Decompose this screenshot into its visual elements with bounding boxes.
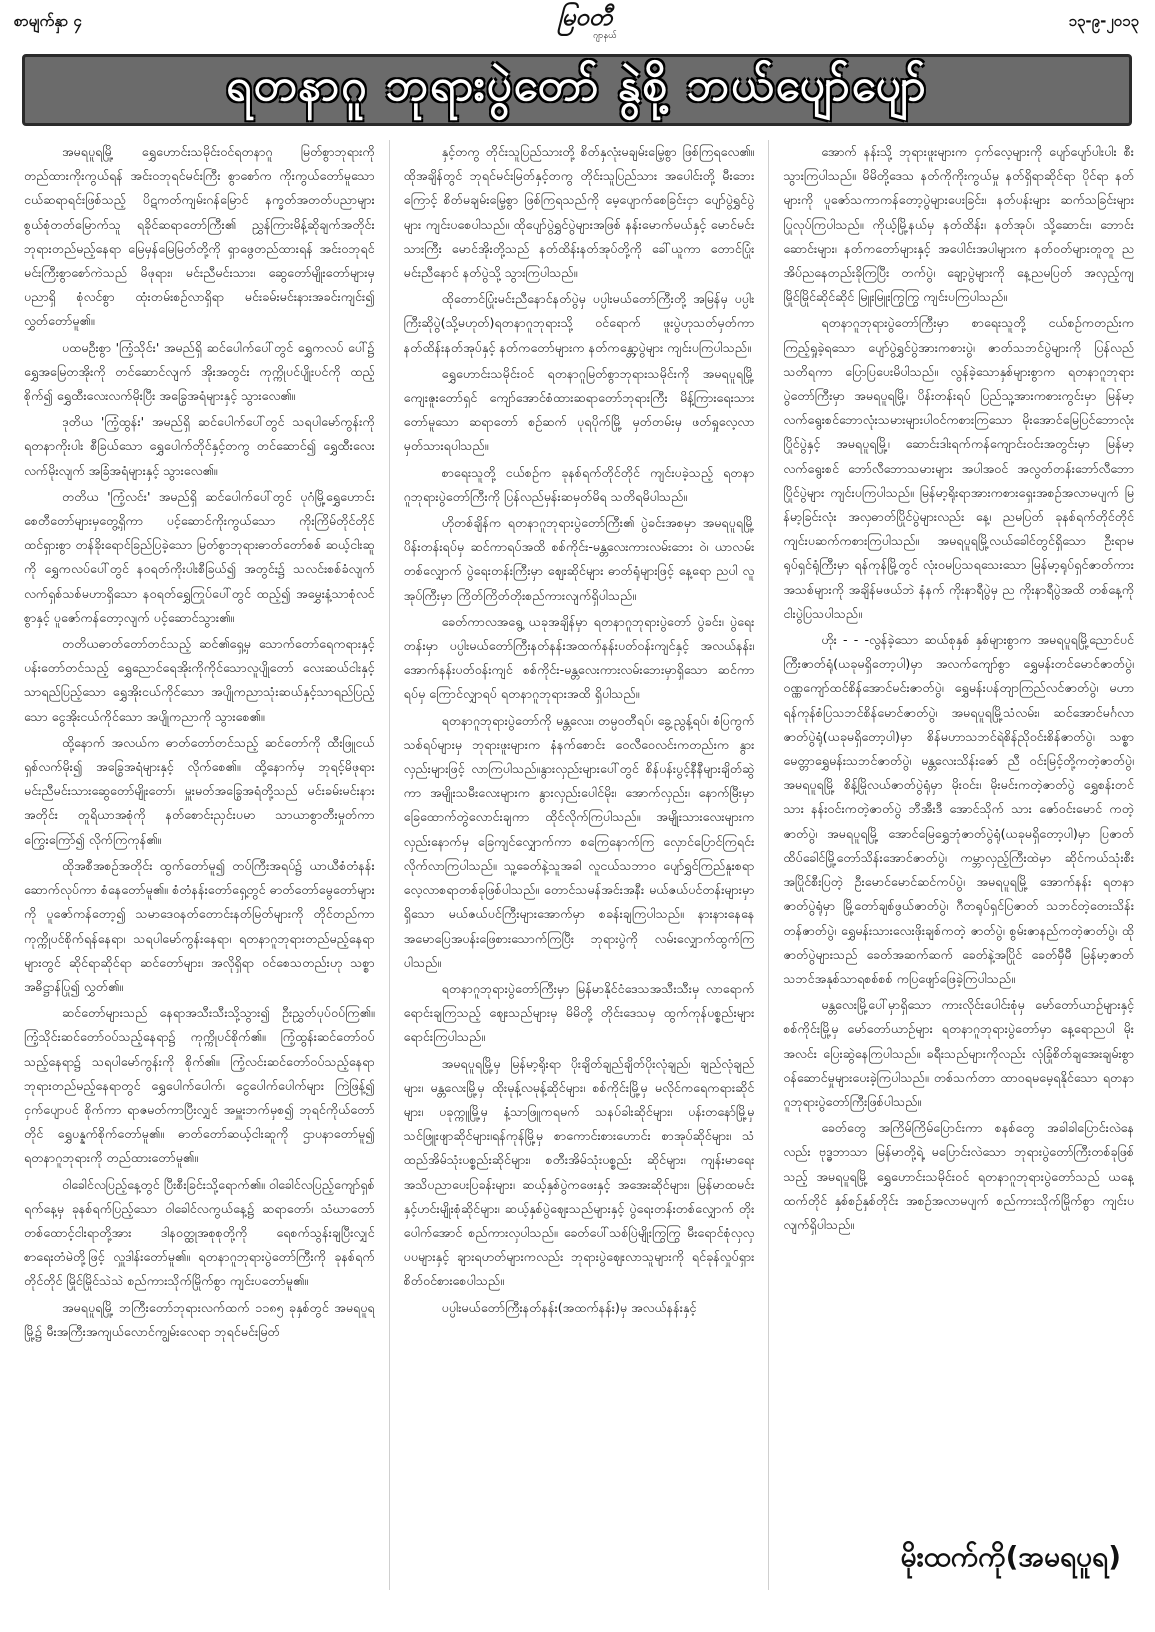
article-column-2 [404, 140, 755, 1590]
article-column-3 [783, 140, 1134, 1590]
article-paragraph: ပထမဦးစွာ 'ကြံ့သိုင်း' အမည်ရှိ ဆင်ပေါက်ပေါ်တွင် ရွှေကလပ် ပေါ်၌ ရွှေအမြေတအိုးကို တင်ဆောင်လျက် အိုးအတွင်း ကုက္ကိုပင်ပျိုးပင်ကို ထည့်စိုက်၍ ရွှေထီးလေးလက်မိုးပြီး အခြွေအရံများနှင့် သွားလေ၏။ [24, 339, 375, 404]
article-paragraph: ရတနာဂူဘုရားပွဲတော်ကြီးမှာ မြန်မာနိုင်ငံဒေသအသီးသီးမှ လာရောက်ရောင်းချကြသည့် ဈေးသည်များမှ မိမိတို့ တိုင်းဒေသမှ ထွက်ကုန်ပစ္စည်းများ ရောင်းကြပါသည်။ [403, 980, 755, 1045]
article-paragraph: ရွှေဟောင်းသမိုင်းဝင် ရတနာဂူမြတ်စွာဘုရားသမိုင်းကို အမရပူရမြို့ ကျေးဇူးတော်ရှင် ကျော်အောင်စံထားဆရာတော်ဘုရားကြီး မိန့်ကြားရေးသားတော်မူသော ဆရာတော် စဉ်ဆက် ပုရပိုက်မြို့ မှတ်တမ်းမှ ဖတ်ရှုလေ့လာမှတ်သားရပါသည်။ [403, 365, 755, 454]
article-paragraph: ထို့နောက် အလယ်က ဓာတ်တော်တင်သည့် ဆင်တော်ကို ထီးဖြူငယ် ရှစ်လက်မိုး၍ အခြွေအရံများနှင့် လိုက်စေ၏။ ထို့နောက်မှ ဘုရင့်မိဖုရားမင်းညီမင်းသားဆွေတော်မျိုးတော်၊ မှူးမတ်အခြွေအရံတို့သည် မင်းခမ်းမင်းနားအတိုင်း တူရိယာအစုံကို နတ်စောင်းညှင်းပမာ သာယာစွာတီးမှုတ်ကာ ကြွေးကြော်၍ လိုက်ကြကုန်၏။ [24, 734, 375, 847]
article-paragraph: ထိုတောင်ပြုံးမင်းညီနောင်နတ်ပွဲမှ ပပ္ပါးမယ်တော်ကြီးတို့ အမြန်မှ ပပ္ပါးကြီးဆိုပွဲ(သို့မဟုတ်)ရတနာဂူဘုရားသို့ ဝင်ရောက် ဖူးပွဲဟုသတ်မှတ်ကာ နတ်ထိန်းနတ်အုပ်နှင့် နတ်ကတော်များက နတ်ကန္တော့ပွဲများ ကျင်းပကြပါသည်။ [403, 291, 755, 355]
article-paragraph: ရတနာဂူဘုရားပွဲတော်ကို မန္တလေး၊ တမ္ပဝတီရပ်၊ ခွေ့ညွန့်ရပ်၊ စံပြကွက်သစ်ရပ်များမှ ဘုရားဖူးများက နံနက်စောင်း ဝေလီဝေလင်းကတည်းက နွားလှည်းများဖြင့် လာကြပါသည်။နွားလှည်းများပေါ်တွင် စိန်ပန်းပွင့်နီနီများချိတ်ဆွဲကာ အမျိုးသမီးလေးများက နွားလှည်းပေါင်မိုး၊ အောက်လှည်း၊ နောက်မြီးမှာ ခြေထောက်တွဲလောင်းချကာ ထိုင်လိုက်ကြပါသည်။ အမျိုးသားလေးများက လှည်းနောက်မှ ခြေကျင်လျှောက်ကာ စကြေနောက်ကြ လှောင်ပြောင်ကြရင်း လိုက်လာကြပါသည်။ သူ့ခေတ်နဲ့သူအခါ လူငယ်သဘာဝ ပျော်ရွှင်ကြည်နူးစရာ လေ့လာစရာတစ်ခုဖြစ်ပါသည်။ တောင်သမန်အင်းအနီး မယ်ဇယ်ပင်တန်းများမှာရှိသော မယ်ဇယ်ပင်ကြီးများအောက်မှာ စခန်းချကြပါသည်။ နားနားနေနေ အမောပြေအပန်းဖြေစားသောက်ကြပြီး ဘုရားပွဲကို လမ်းလျှောက်ထွက်ကြပါသည်။ [403, 712, 755, 970]
masthead-title: မြဝတီ [557, 2, 613, 31]
article-paragraph: ဟိုတစ်ချိန်က ရတနာဂူဘုရားပွဲတော်ကြီး၏ ပွဲခင်းအစမှာ အမရပူရမြို့ ပိန်းတန်းရပ်မှ ဆင်ကာရပ်အထိ စစ်ကိုင်း-မန္တလေးကားလမ်းဘေး ဝဲ၊ ယာလမ်းတစ်လျှောက် ပွဲရေးတန်းကြီးမှာ ဈေးဆိုင်များ ဓာတ်ရုံများဖြင့် နေ့ရော ညပါ လူအုပ်ကြီးမှာ ကြိတ်ကြိတ်တိုးစည်ကားလျက်ရှိပါသည်။ [403, 515, 755, 603]
article-paragraph: အမရပူရမြို့မှ မြန်မာ့ရိုးရာ ပိုးချိတ်ချည်ချိတ်ပိုးလုံချည်၊ ချည်လုံချည်များ၊ မန္တလေးမြို့မှ ထိုးမုန့်လမုန့်ဆိုင်များ၊ စစ်ကိုင်းမြို့မှ မလိုင်ကရေကရားဆိုင်များ၊ ပခုက္ကူမြို့မှ နံ့သာဖြူကရမက် သနပ်ခါးဆိုင်များ၊ ပန်းတနော်မြို့မှ သင်ဖြူးဖျာဆိုင်များ၊ရန်ကုန်မြို့မှ စာကောင်းစားဟောင်း စာအုပ်ဆိုင်များ၊ သံထည်အိမ်သုံးပစ္စည်းဆိုင်များ၊ စတီးအိမ်သုံးပစ္စည်း ဆိုင်များ၊ ကျန်းမာရေးအသိပညာပေးပြခန်းများ၊ ဆယ့်နှစ်ပွဲကဖေးနှင့် အအေးဆိုင်များ၊ မြန်မာထမင်းနှင့်ဟင်းမျိုးစုံဆိုင်များ၊ ဆယ့်နှစ်ပွဲဈေးသည်များနှင့် ပွဲရေးတန်းတစ်လျှောက် တိုးပေါက်အောင် စည်ကားလှပါသည်။ ခေတ်ပေါ်သစ်ပြဲမျိုးကြွကြွ မီးရောင်စုံလှလှပပများနှင့် ချားရဟတ်များကလည်း ဘုရားပွဲဈေးလာသူများကို ရင်ခုန်လှုပ်ရှားစိတ်ဝင်စားစေပါသည်။ [403, 1055, 755, 1289]
article-paragraph: ခေတ်တွေ အကြိမ်ကြိမ်ပြောင်းကာ စနစ်တွေ အခါခါပြောင်းလဲနေလည်း ဗုဒ္ဓဘာသာ မြန်မာတို့ရဲ့ မပြောင်းလဲသော ဘုရားပွဲတော်ကြီးတစ်ခုဖြစ်သည့် အမရပူရမြို့ ရွှေဟောင်းသမိုင်းဝင် ရတနာဂူဘုရားပွဲတော်သည် ယနေ့ထက်တိုင် နှစ်စဉ်နှစ်တိုင်း အစဉ်အလာမပျက် စည်ကားသိုက်မြိုက်စွာ ကျင်းပလျက်ရှိပါသည်။ [783, 1120, 1135, 1232]
article-paragraph: စာရေးသူတို့ ငယ်စဉ်က ခုနစ်ရက်တိုင်တိုင် ကျင်းပခဲ့သည့် ရတနာဂူဘုရားပွဲတော်ကြီးကို ပြန်လည်မှန်းဆမှတ်မိရ သတိရမိပါသည်။ [403, 464, 755, 504]
article-body [24, 140, 1134, 1590]
article-paragraph: အောက် နန်းသို့ ဘုရားဖူးများက ငှက်လေ့များကို ပျော်ပျော်ပါးပါး စီးသွားကြပါသည်။ မိမိတို့ဒေသ နတ်ကိုကိုးကွယ်မှု နတ်ရှိရာဆိုင်ရာ ပိုင်ရာ နတ်များကို ပူဇော်သကာကန်တော့ပွဲများပေးခြင်း၊ နတ်ပန်းများ ဆက်သခြင်းများ ပြုလုပ်ကြပါသည်။ ကိုယ့်မြို့နယ်မှ နတ်ထိန်း၊ နတ်အုပ်၊ သို့ဆောင်း၊ ဘောင်းဆောင်းများ၊ နတ်ကတော်များနှင့် အပေါင်းအပါများက နတ်ဝတ်များတူတူ ညအိပ်ညနေတည်းခိုကြပြီး တက်ပွဲ၊ ချော့ပွဲများကို နေ့ညမပြတ် အလှည့်ကျမြိုင်မြိုင်ဆိုင်ဆိုင် မြူးမြူးကြွကြွ ကျင်းပကြပါသည်။ [783, 144, 1135, 305]
article-column-1 [24, 140, 375, 1590]
page-number: စာမျက်နှာ ၄ [14, 12, 82, 30]
article-paragraph: ထိုအစီအစဉ်အတိုင်း ထွက်တော်မူ၍ တပ်ကြီးအရပ်၌ ယာယီစံတံနန်းဆောက်လုပ်ကာ စံနေတော်မူ၏။ စံတံနန်းတော်ရှေ့တွင် ဓာတ်တော်မွေတော်များကို ပူဇော်ကန်တော့၍ သမာဒေဝနတ်တောင်းနတ်မြတ်များကို တိုင်တည်ကာ ကုက္ကိုပင်စိုက်ရန်နေရာ၊ သရပါမော်ကွန်းနေရာ၊ ရတနာဂူဘုရားတည်မည့်နေရာများတွင် ဆိုင်ရာဆိုင်ရာ ဆင်တော်များ၊ အလိုရှိရာ ဝင်စေသတည်းဟု သစ္စာအဓိဋ္ဌာန်ပြု၍ လွှတ်၏။ [24, 857, 375, 994]
article-paragraph: ဒုတိယ 'ကြံ့ထွန်း' အမည်ရှိ ဆင်ပေါက်ပေါ်တွင် သရပါမော်ကွန်းကို ရတနာကိုးပါး စီခြယ်သော ရွှေပေါက်တိုင်နှင့်တကွ တင်ဆောင်၍ ရွှေထီးလေးလက်မိုးလျက် အခြံအရံများနှင့် သွားလေ၏။ [24, 414, 375, 478]
article-paragraph: ဟိုး - - -လွန်ခဲ့သော ဆယ်စုနှစ် နှစ်များစွာက အမရပူရမြို့ညောင်ပင်ကြီးဇာတ်ရုံ(ယခုမရှိတော့ပါ)မှာ အလက်ကျော်စွာ ရွှေမန်းတင်မောင်ဇာတ်ပွဲ၊ ဝဏ္ဏကျော်ထင်စိန်အောင်မင်းဇာတ်ပွဲ၊ ရွှေမန်းပန်တျာကြည်လင်ဇာတ်ပွဲ၊ မဟာရန်ကုန်စံပြသဘင်စိန်မောင်ဇာတ်ပွဲ၊ အမရပူရမြို့သံလမ်း၊ ဆင်အောင်မင်္ဂလာဇာတ်ပွဲရုံ(ယခုမရှိတော့ပါ)မှာ စိန်မဟာသဘင်ရဲစိန်ညိုဝင်းစိန်ဇာတ်ပွဲ၊ သစ္စာမေတ္တာရွှေမန်းသဘင်ဇာတ်ပွဲ၊ မန္တလေးသိန်းဇော် ညီ ဝင်းမြင့်တို့ကတဲ့ဇာတ်ပွဲ၊ အမရပူရမြို့ စိန့်မြိုလယ်ဇာတ်ပွဲရုံမှာ မိုးဝင်း၊ မိုးမင်းကတဲ့ဇာတ်ပွဲ ရွှေစန်းတင်သား နန်းဝင်းကတဲ့ဇာတ်ပွဲ ဘီအီးဒီ အောင်သိုက် သား ဇော်ဝင်းမောင် ကတဲ့ ဇာတ်ပွဲ၊ အမရပူရမြို့ အောင်မြေရွှေဘုံဇာတ်ပွဲရုံ(ယခုမရှိတော့ပါ)မှာ ပြဇာတ်ထိပ်ခေါင်မြို့တော်သိန်းအောင်ဇာတ်ပွဲ၊ ကမ္ဘာလှည့်ကြီးထဲမှာ ဆိုင်ကယ်သုံးစီး အပြိုင်စီးပြတဲ့ ဦးမောင်မောင်ဆင်ကပ်ပွဲ၊ အမရပူရမြို့ အောက်နန်း ရတနာဇာတ်ပွဲရုံမှာ မြို့တော်ချစ်ဖွယ်ဇာတ်ပွဲ၊ ဂီတရုပ်ရှင်ပြဇာတ် သဘင်တဲ့တေးသိန်းတန်ဇာတ်ပွဲ၊ ရွှေမန်းသားလေးဖိုးချစ်ကတဲ့ ဇာတ်ပွဲ၊ စွမ်းဇာနည်ကတဲ့ဇာတ်ပွဲ၊ ထိုဇာတ်ပွဲများသည် ခေတ်အဆက်ဆက် ခေတ်နဲ့အပြိုင် ခေတ်မှီမီ မြန်မာ့ဇာတ်သဘင်အနုစ်သာရစစ်စစ် ကပြဖျော်ဖြေခဲ့ကြပါသည်။ [783, 632, 1135, 986]
article-paragraph: ဆင်တော်များသည် နေရာအသီးသီးသို့သွား၍ ဦးညွှတ်ပုပ်ဝပ်ကြ၏။ ကြံ့သိုင်းဆင်တော်ဝပ်သည့်နေရာ၌ ကုက္ကိုပင်စိုက်၏။ ကြံ့ထွန်းဆင်တော်ဝပ်သည့်နေရာ၌ သရပါမော်ကွန်းကို စိုက်၏။ ကြံ့လင်းဆင်တော်ဝပ်သည့်နေရာ ဘုရားတည်မည့်နေရာတွင် ရွှေပေါက်ပေါက်၊ ငွေပေါက်ပေါက်များ ကြဲဖြန့်၍ ငှက်ပျောပင် စိုက်ကာ ရာဇမတ်ကာပြီးလျှင် အမှူးဘက်မှစ၍ ဘုရင်ကိုယ်တော်တိုင် ရွှေပန္နက်စိုက်တော်မူ၏။ ဓာတ်တော်ဆယ့်ငါးဆူကို ဌာပနာတော်မူ၍ ရတနာဂူဘုရားကို တည်ထားတော်မူ၏။ [24, 1005, 375, 1166]
article-paragraph: ပပ္ပါးမယ်တော်ကြီးနတ်နန်း(အထက်နန်း)မှ အလယ်နန်းနှင့် [441, 1299, 697, 1315]
article-paragraph: တတိယဓာတ်တော်တင်သည့် ဆင်၏ရှေ့မှ သောက်တော်ရေကရားနှင့် ပန်းတော်တင်သည့် ရွှေညောင်ရေအိုးကိုကိုင်သောလူပျိုတော် လေးဆယ်ငါးနှင့်သာရည်ပြည့်သော ရွှေအိုးငယ်ကိုင်သော အပျိုကညာသုံးဆယ်နှင့်သာရည်ပြည့်သော ငွေအိုးငယ်ကိုင်သော အပျိုကညာကို သွားစေ၏။ [24, 636, 375, 724]
page-header [0, 0, 1155, 46]
issue-date: ၁၃-၉-၂၀၁၃ [1068, 12, 1139, 30]
masthead-logo [520, 4, 650, 42]
article-paragraph: မန္တလေးမြို့ပေါ်မှာရှိသော ကားလိုင်းပေါင်းစုံမှ မော်တော်ယာဉ်များနှင့် စစ်ကိုင်းမြို့မှ မော်တော်ယာဉ်များ ရတနာဂူဘုရားပွဲတော်မှာ နေ့ရောညပါ မိုးအလင်း ပြေးဆွဲနေကြပါသည်။ ခရီးသည်များကိုလည်း လုံခြုံစိတ်ချအေးချမ်းစွာ ဝန်ဆောင်မှုများပေးခဲ့ကြပါသည်။ တစ်သက်တာ ထာဝရမမေ့ရနိုင်သော ရတနာဂူဘုရားပွဲတော်ကြီးဖြစ်ပါသည်။ [783, 997, 1135, 1109]
article-paragraph: ဝါခေါင်လပြည့်နေ့တွင် ပြီးစီးခြင်းသို့ရောက်၏။ ဝါခေါင်လပြည့်ကျော်ရှစ်ရက်နေ့မှ ခုနစ်ရက်ပြည့်သော ဝါခေါင်လကွယ်နေ့၌ ဆရာတော်၊ သံဃာတော်တစ်ထောင့်ငါးရာတို့အား ဒါနဝတ္ထုအစုစုတို့ကို ရေစက်သွန်းချပြီးလျှင် စာရေးတံမဲတို့ဖြင့် လှူဒါန်းတော်မူ၏။ ရတနာဂူဘုရားပွဲတော်ကြီးကို ခုနစ်ရက်တိုင်တိုင် မြိုင်မြိုင်သဲသဲ စည်ကားသိုက်မြိုက်စွာ ကျင်းပတော်မူ၏။ [24, 1176, 375, 1289]
masthead-subtitle: ဂျာနယ် [593, 31, 617, 41]
column-divider [768, 140, 769, 1590]
article-title: ရတနာဂူ ဘုရားပွဲတော် နွဲစို့ ဘယ်ပျော်ပျော် [226, 60, 928, 111]
article-paragraph: တတိယ 'ကြံ့လင်း' အမည်ရှိ ဆင်ပေါက်ပေါ်တွင် ပုဂံမြို့ရွှေဟောင်းစေတီတော်များမှတွေ့ရှိကာ ပင့်ဆောင်ကိုးကွယ်သော ကိုးကြိမ်တိုင်တိုင် ထင်ရှားစွာ တန်ခိုးရောင်ခြည်ပြခဲ့သော မြတ်စွာဘုရားဓာတ်တော်စစ် ဆယ့်ငါးဆူကို ရွှေကလပ်ပေါ်တွင် နဝရတ်ကိုးပါးစီခြယ်၍ အတွင်း၌ သလင်းစစ်ခံလျက် လက်ရှစ်သစ်မဟာရှိသော နဝရတ်ရွှေကြုပ်ပေါ်တွင် ထည့်၍ အမွှေးနံ့သာစုံလင်စွာနှင့် ပူဇော်ကန်တော့လျက် ပင့်ဆောင်သွား၏။ [24, 488, 375, 625]
column-divider [389, 140, 390, 1590]
article-title-banner [22, 54, 1132, 126]
author-byline: မိုးထက်ကို(အမရပူရ) [900, 1540, 1121, 1573]
article-paragraph: ရတနာဂူဘုရားပွဲတော်ကြီးမှာ စာရေးသူတို့ ငယ်စဉ်ကတည်းက ကြည့်ရှုခဲ့ရသော ပျော်ပွဲရွှင်ပွဲအားကစားပွဲ၊ ဇာတ်သဘင်ပွဲများကို ပြန်လည်သတိရကာ ပြောပြပေးမိပါသည်။ လွန်ခဲ့သောနှစ်များစွာက ရတနာဂူဘုရားပွဲတော်ကြီးမှာ အမရပူရမြို့၊ ပိန်းတန်းရပ် ပြည်သူ့အားကစားကွင်းမှာ မြန်မာ့လက်ရွေးစင်ဘောလုံးသမားများပါဝင်ကစားကြသော မိုးအောင်မြေပြင်ဘောလုံးပြိုင်ပွဲနှင့် အမရပူရမြို့၊ ဆောင်းဒါးရက်ကန်ကျောင်းဝင်းအတွင်းမှာ မြန်မာ့လက်ရွေးစင် ဘော်လီဘောသမားများ အပါအဝင် အလွတ်တန်းဘော်လီဘောပြိုင်ပွဲများ ကျင်းပကြပါသည်။ မြန်မာ့ရိုးရာအားကစားရှေးအစဉ်အလာမပျက် မြန်မာ့ခြင်းလုံး အလှဓာတ်ပြိုင်ပွဲများလည်း နေ့၊ ညမပြတ် ခုနစ်ရက်တိုင်တိုင် ကျင်းပဆက်ကစားကြပါသည်။ အမရပူရမြို့လယ်ခေါင်တွင်ရှိသော ဦးရာမရုပ်ရှင်ရုံကြီးမှာ ရန်ကုန်မြို့တွင် လုံးဝမပြသရသေးသော မြန်မာ့ရုပ်ရှင်ဇာတ်ကားအသစ်များကို အချိန်မဖယ်ဘဲ နံနက် ကိုးနာရီပွဲမှ ည ကိုးနာရီပွဲအထိ တစ်နေ့ကို ငါးပွဲပြသပါသည်။ [783, 315, 1135, 621]
article-paragraph: အမရပူရမြို့ ဘကြီးတော်ဘုရားလက်ထက် ၁၁၈၅ ခုနှစ်တွင် အမရပူရမြို့၌ မီးအကြီးအကျယ်လောင်ကျွမ်းလေရာ ဘုရင်မင်းမြတ် [24, 1299, 375, 1339]
article-paragraph: နှင့်တကွ တိုင်းသူပြည်သားတို့ စိတ်နှလုံးမချမ်းမြေ့စွာ ဖြစ်ကြရလေ၏။ ထိုအချိန်တွင် ဘုရင်မင်းမြတ်နှင့်တကွ တိုင်းသူပြည်သား အပေါင်းတို့ မီးဘေးကြောင့် စိတ်မချမ်းမြေ့စွာ ဖြစ်ကြရသည်ကို မေ့ပျောက်စေခြင်းငှာ ပျော်ပွဲရွှင်ပွဲများ ကျင်းပစေပါသည်။ ထိုပျော်ပွဲရွှင်ပွဲများအဖြစ် နန်းမောက်မယ်နှင့် မောင်မင်းသားကြီး မောင်အိုးတို့သည် နတ်ထိန်းနတ်အုပ်တို့ကို ခေါ်ယူကာ တောင်ပြုံးမင်းညီနောင် နတ်ပွဲသို့ သွားကြပါသည်။ [403, 144, 755, 281]
article-paragraph: ခေတ်ကာလအရွေ့ ယခုအချိန်မှာ ရတနာဂူဘုရားပွဲတော် ပွဲခင်း၊ ပွဲရေးတန်းမှာ ပပ္ပါးမယ်တော်ကြီးနတ်နန်းအထက်နန်းပတ်ဝန်းကျင်နှင့် အလယ်နန်း၊ အောက်နန်းပတ်ဝန်းကျင် စစ်ကိုင်း-မန္တလေးကားလမ်းဘေးမှာရှိသော ဆင်ကာရပ်မှ ကြောင်လျှာရပ် ရတနာဂူဘုရားအထိ ရှိပါသည်။ [403, 613, 755, 702]
article-paragraph: အမရပူရမြို့ ရွှေဟောင်းသမိုင်းဝင်ရတနာဂူ မြတ်စွာဘုရားကို တည်ထားကိုးကွယ်ရန် အင်းဝဘုရင်မင်းကြီး စွာစော်က ကိုးကွယ်တော်မူသော ငယ်ဆရာရင်းဖြစ်သည့် ပိဋကတ်ကျမ်းဂန်မြောင် နက္ခတ်အတတ်ပညာများ စွယ်စုံတတ်မြောက်သူ ရခိုင်ဆရာတော်ကြီး၏ ညွှန်ကြားမိန့်ဆိုချက်အတိုင်း ဘုရားတည်မည့်နေရာ မြေမှန်မြေမြတ်တို့ကို ရှာဖွေတည်ထားရန် အင်းဝဘုရင်မင်းကြီးစွာစော်ကဲသည် မိဖုရား၊ မင်းညီမင်းသား၊ ဆွေတော်မျိုးတော်များမှ ပညာရှိ စုံလင်စွာ ထုံးတမ်းစဉ်လာရှိရာ မင်းခမ်းမင်းနားအခင်းကျင်း၍ လွှတ်တော်မူ၏။ [24, 144, 375, 329]
